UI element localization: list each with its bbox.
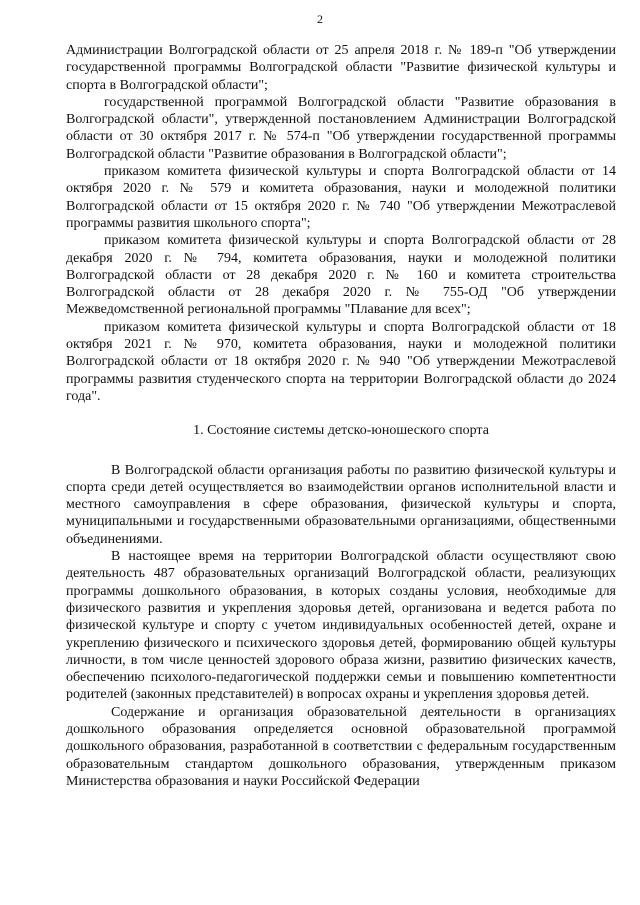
document-body: [66, 42, 616, 790]
section-paragraph-3: Содержание и организация образовательной деятельности в организациях дошкольного образования определяется основной образовательной программой дошкольного образования, разработанной в соответствии с федеральным государственным образовательным стандартом дошкольного образования, утвержденным приказом Министерства образования и науки Российской Федерации: [66, 704, 616, 789]
section-body: [66, 462, 616, 791]
intro-paragraph-5: приказом комитета физической культуры и спорта Волгоградской области от 18 октября 2021 г. № 970, комитета образования, науки и молодежной политики Волгоградской области от 18 октября 2020 г. № 940 "Об утверждении Межотраслевой программы развития студенческого спорта на территории Волгоградской области до 2024 года".: [66, 319, 616, 404]
intro-paragraph-2: государственной программой Волгоградской области "Развитие образования в Волгоградской области", утвержденной постановлением Администрации Волгоградской области от 30 октября 2017 г. № 574-п "Об утверждении государственной программы Волгоградской области "Развитие образования в Волгоградской области";: [66, 94, 616, 162]
intro-paragraph-3: приказом комитета физической культуры и спорта Волгоградской области от 14 октября 2020 г. № 579 и комитета образования, науки и молодежной политики Волгоградской области от 15 октября 2020 г. № 740 "Об утверждении Межотраслевой программы развития школьного спорта";: [66, 164, 616, 231]
section-paragraph-2: В настоящее время на территории Волгоградской области осуществляют свою деятельность 487 образовательных организаций Волгоградской области, реализующих программы дошкольного образования, в которых созданы условия, необходимые для физического развития и укрепления здоровья детей, организована и ведется работа по физической культуре и спорту с учетом индивидуальных особенностей детей, охране и укреплению физического и психического здоровья детей, формированию общей культуры личности, в том числе ценностей здорового образа жизни, развитию физических качеств, обеспечению психолого-педагогической поддержки семьи и повышению компетентности родителей (законных представителей) в вопросах охраны и укрепления здоровья детей.: [66, 549, 616, 703]
section-heading: 1. Состояние системы детско-юношеского спорта: [193, 423, 489, 439]
intro-paragraph-4: приказом комитета физической культуры и спорта Волгоградской области от 28 декабря 2020 г. № 794, комитета образования, науки и молодежной политики Волгоградской области от 28 декабря 2020 г. № 160 и комитета строительства Волгоградской области от 28 декабря 2020 г. № 755-ОД "Об утверждении Межведомственной региональной программы "Плавание для всех";: [66, 233, 616, 318]
page-number: 2: [317, 12, 323, 26]
section-paragraph-1: В Волгоградской области организация работы по развитию физической культуры и спорта среди детей осуществляется во взаимодействии органов исполнительной власти и местного самоуправления в сфере образования, физической культуры и спорта, муниципальными и государственными образовательными организациями, общественными объединениями.: [66, 462, 616, 547]
intro-paragraph-1: Администрации Волгоградской области от 25 апреля 2018 г. № 189-п "Об утверждении государственной программы Волгоградской области "Развитие физической культуры и спорта в Волгоградской области";: [66, 43, 616, 93]
